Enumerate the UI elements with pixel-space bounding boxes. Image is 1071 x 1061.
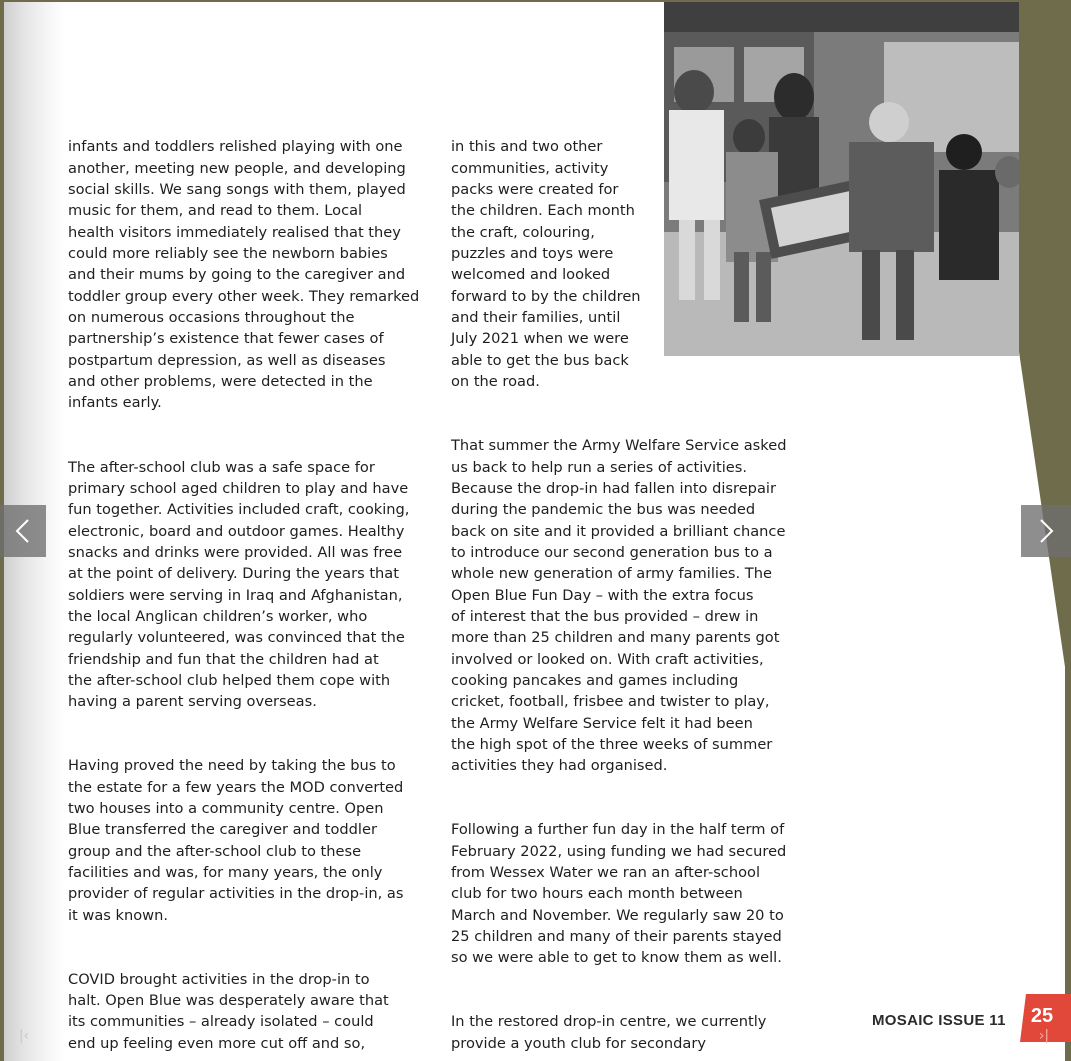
magazine-issue-title: MOSAIC ISSUE 11 [872, 1012, 1006, 1029]
article-column-left [68, 115, 438, 1061]
paragraph-summer-fun-day: That summer the Army Welfare Service asked us back to help run a series of activities. Because the drop-in had fallen into disrepair during the pandemic the bus was needed back on site and it provided a brilliant chance to introduce our second generation bus to a whole new generation of army families. The Open Blue Fun Day – with the extra focus of interest that the bus provided – drew in more than 25 children and many parents got involved or looked on. With craft activities, cooking pancakes and games including cricket, football, frisbee and twister to play, the Army Welfare Service felt it had been the high spot of the three weeks of summer activities they had organised. [451, 437, 787, 775]
last-page-button[interactable]: ›| [1038, 1028, 1050, 1044]
page-number: 25 [1030, 1005, 1054, 1027]
first-page-button[interactable]: |‹ [18, 1028, 30, 1044]
paragraph-community-centre: Having proved the need by taking the bus to the estate for a few years the MOD converted two houses into a community centre. Open Blue transferred the caregiver and toddler group and the after-school club to these facilities and was, for many years, the only provider of regular activities in the drop-in, as it was known. [68, 757, 404, 924]
paragraph-wessex-water: Following a further fun day in the half term of February 2022, using funding we had secured from Wessex Water we ran an after-school club for two hours each month between March and November. We regularly saw 20 to 25 children and many of their parents stayed so we were able to get to know them as well. [451, 821, 787, 967]
chevron-left-icon [13, 518, 33, 544]
previous-page-button[interactable] [0, 505, 46, 557]
paragraph-youth-club: In the restored drop-in centre, we currently provide a youth club for secondary [451, 1013, 767, 1052]
paragraph-covid: COVID brought activities in the drop-in to halt. Open Blue was desperately aware that its communities – already isolated – could end up feeling even more cut off and so, [68, 970, 389, 1052]
paragraph-activity-packs: in this and two other communities, activity packs were created for the children. Each month the craft, colouring, puzzles and toys were welcomed and looked forward to by the children and their families, until July 2021 when we were able to get the bus back on the road. [451, 138, 641, 391]
paragraph-infants-toddlers: infants and toddlers relished playing with one another, meeting new people, and developing social skills. We sang songs with them, played music for them, and read to them. Local health visitors immediately realised that they could more reliably see the newborn babies and their mums by going to the caregiver and toddler group every other week. They remarked on numerous occasions throughout the partnership’s existence that fewer cases of postpartum depression, as well as diseases and other problems, were detected in the infants early. [68, 138, 420, 412]
paragraph-after-school-club: The after-school club was a safe space for primary school aged children to play and have fun together. Activities included craft, cooking, electronic, board and outdoor games. Healthy snacks and drinks were provided. All was free at the point of delivery. During the years that soldiers were serving in Iraq and Afghanistan, the local Anglican children’s worker, who regularly volunteered, was convinced that the friendship and fun that the children had at the after-school club helped them cope with having a parent serving overseas. [68, 458, 410, 711]
next-page-button[interactable] [1021, 505, 1071, 557]
magazine-page [4, 2, 1065, 1061]
article-column-right [451, 115, 821, 1061]
chevron-right-icon [1036, 518, 1056, 544]
